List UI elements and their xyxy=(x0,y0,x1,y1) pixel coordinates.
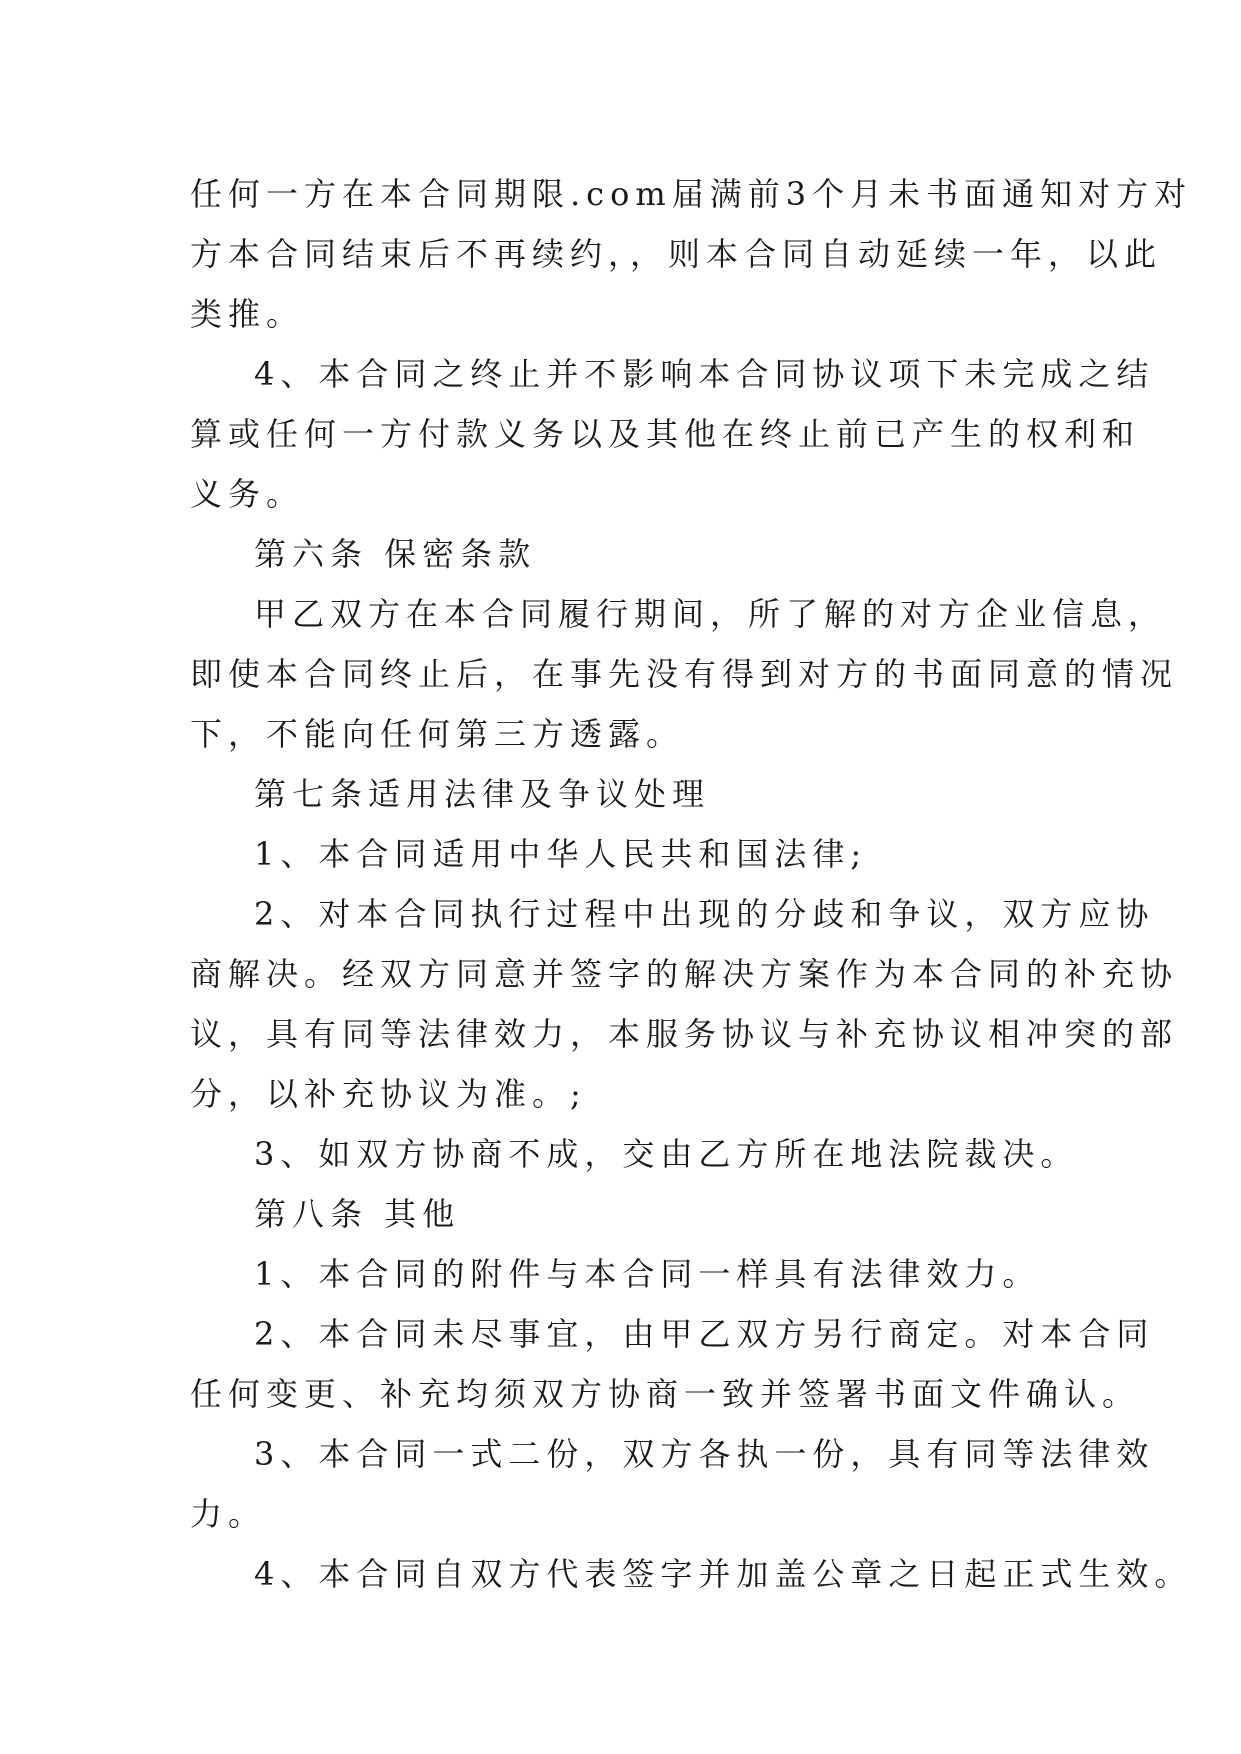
text-line: 商解决。经双方同意并签字的解决方案作为本合同的补充协 xyxy=(190,955,1179,993)
text-line: 2、本合同未尽事宜，由甲乙双方另行商定。对本合同 xyxy=(254,1315,1155,1353)
text-line: 甲乙双方在本合同履行期间，所了解的对方企业信息， xyxy=(254,595,1167,633)
text-line: 义务。 xyxy=(190,475,305,513)
text-line: 力。 xyxy=(190,1495,267,1533)
text-line: 下，不能向任何第三方透露。 xyxy=(190,715,685,753)
text-line: 议，具有同等法律效力，本服务协议与补充协议相冲突的部 xyxy=(190,1015,1179,1053)
text-line: 任何一方在本合同期限.com届满前3个月未书面通知对方对 xyxy=(190,175,1193,213)
text-line: 任何变更、补充均须双方协商一致并签署书面文件确认。 xyxy=(190,1375,1141,1413)
text-line: 1、本合同适用中华人民共和国法律; xyxy=(254,835,868,873)
text-line: 3、如双方协商不成，交由乙方所在地法院裁决。 xyxy=(254,1135,1079,1173)
text-line: 4、本合同自双方代表签字并加盖公章之日起正式生效。 xyxy=(254,1555,1193,1593)
document-body xyxy=(190,164,1193,1604)
text-line: 类推。 xyxy=(190,295,305,333)
text-line: 第六条 保密条款 xyxy=(254,535,537,573)
text-line: 第八条 其他 xyxy=(254,1195,461,1233)
text-line: 3、本合同一式二份，双方各执一份，具有同等法律效 xyxy=(254,1435,1155,1473)
text-line: 即使本合同终止后，在事先没有得到对方的书面同意的情况 xyxy=(190,655,1179,693)
text-line: 算或任何一方付款义务以及其他在终止前已产生的权利和 xyxy=(190,415,1141,453)
text-line: 方本合同结束后不再续约，，则本合同自动延续一年，以此 xyxy=(190,235,1163,273)
text-line: 分，以补充协议为准。; xyxy=(190,1075,587,1113)
text-line: 4、本合同之终止并不影响本合同协议项下未完成之结 xyxy=(254,355,1155,393)
text-line: 第七条适用法律及争议处理 xyxy=(254,775,711,813)
text-line: 2、对本合同执行过程中出现的分歧和争议，双方应协 xyxy=(254,895,1155,933)
text-line: 1、本合同的附件与本合同一样具有法律效力。 xyxy=(254,1255,1041,1293)
